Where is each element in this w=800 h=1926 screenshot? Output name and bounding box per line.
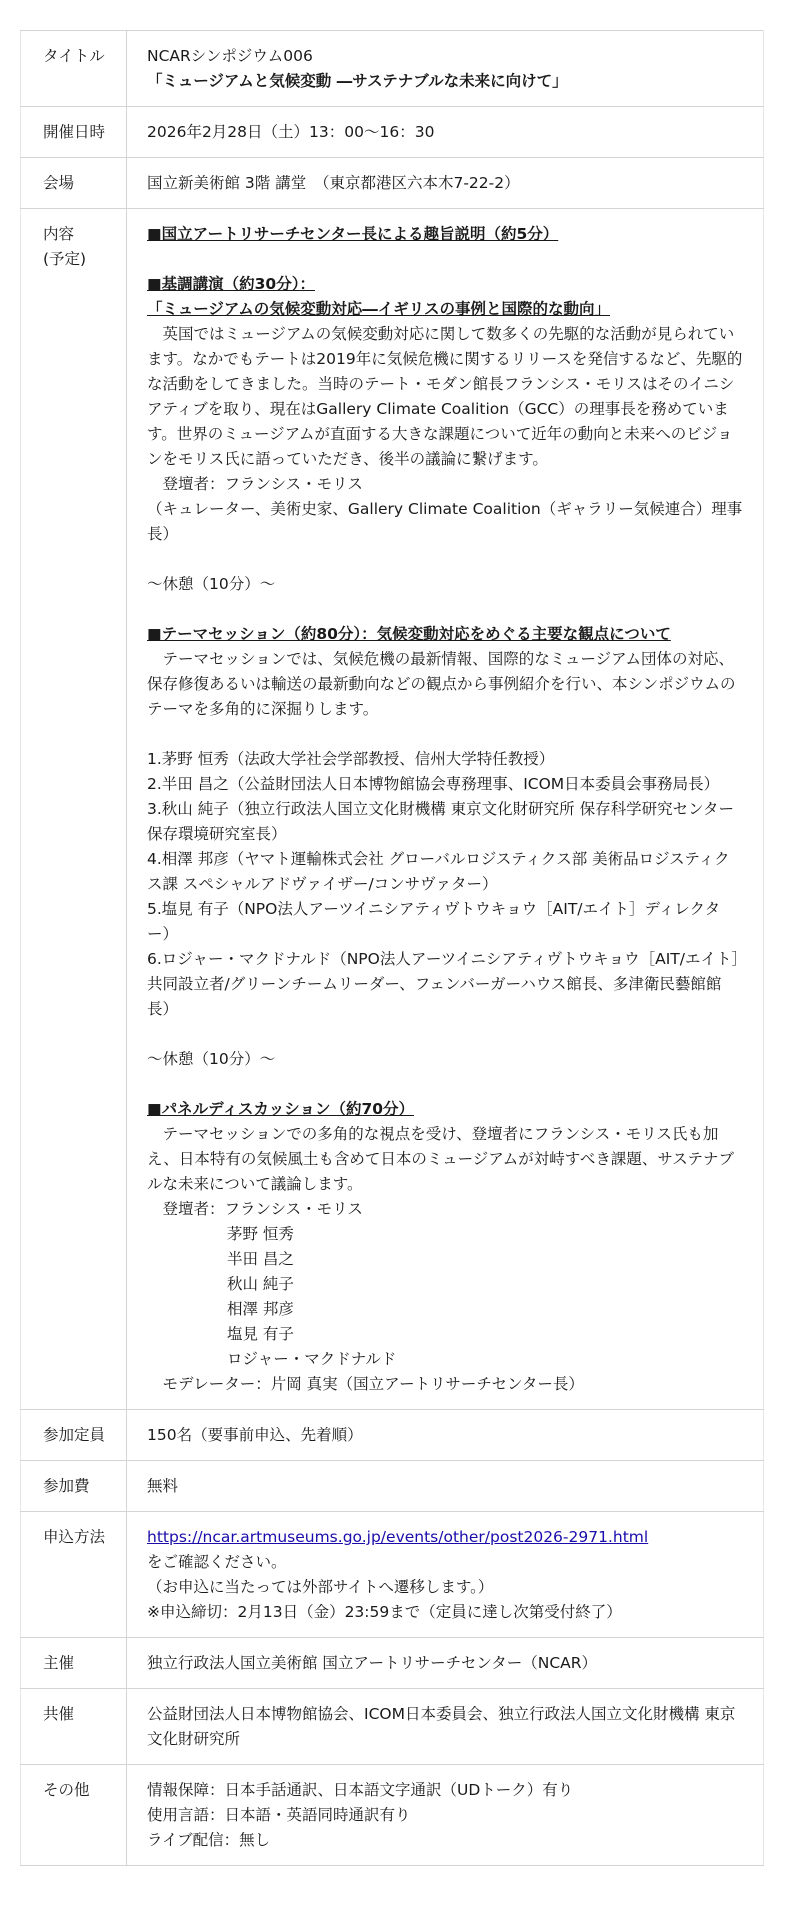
theme-heading: ■テーマセッション（約80分）：気候変動対応をめぐる主要な観点について — [147, 625, 671, 643]
speaker-item: 4.相澤 邦彦（ヤマト運輸株式会社 グローバルロジスティクス部 美術品ロジスティクス課 スペシャルアドヴァイザー/コンサヴァター） — [147, 850, 730, 893]
apply-line-2: をご確認ください。 — [147, 1553, 287, 1571]
row-capacity — [21, 1410, 764, 1461]
value-title — [127, 31, 764, 107]
apply-deadline: ※申込締切：2月13日（金）23:59まで（定員に達し次第受付終了） — [147, 1603, 622, 1621]
keynote-title: 「ミュージアムの気候変動対応―イギリスの事例と国際的な動向」 — [147, 300, 610, 318]
label-capacity: 参加定員 — [21, 1410, 127, 1461]
panel-speaker-first: 登壇者：フランシス・モリス — [162, 1200, 363, 1218]
value-organizer: 独立行政法人国立美術館 国立アートリサーチセンター（NCAR） — [127, 1638, 764, 1689]
theme-body: テーマセッションでは、気候危機の最新情報、国際的なミュージアム団体の対応、保存修復あるいは輸送の最新動向などの観点から事例紹介を行い、本シンポジウムのテーマを多角的に深掘りします。 — [147, 650, 736, 718]
panel-speaker: ロジャー・マクドナルド — [227, 1350, 397, 1368]
speaker-item: 1.茅野 恒秀（法政大学社会学部教授、信州大学特任教授） — [147, 750, 555, 768]
row-content — [21, 209, 764, 1410]
value-co-organizer: 公益財団法人日本博物館協会、ICOM日本委員会、独立行政法人国立文化財機構 東京文化財研究所 — [127, 1689, 764, 1765]
value-fee: 無料 — [127, 1461, 764, 1512]
panel-speaker: 茅野 恒秀 — [227, 1225, 294, 1243]
label-organizer: 主催 — [21, 1638, 127, 1689]
label-date: 開催日時 — [21, 107, 127, 158]
break-1: ～休憩（10分）～ — [147, 575, 276, 593]
row-date — [21, 107, 764, 158]
keynote-speaker-role: （キュレーター、美術史家、Gallery Climate Coalition（ギャラリー気候連合）理事長） — [147, 500, 743, 543]
speaker-item: 6.ロジャー・マクドナルド（NPO法人アーツイニシアティヴトウキョウ［AIT/エイト］共同設立者/グリーンチームリーダー、フェンバーガーハウス館長、多津衛民藝館館長） — [147, 950, 740, 1018]
intro-heading: ■国立アートリサーチセンター長による趣旨説明（約5分） — [147, 225, 559, 243]
panel-heading: ■パネルディスカッション（約70分） — [147, 1100, 415, 1118]
title-line-1: NCARシンポジウム006 — [147, 47, 313, 65]
label-title: タイトル — [21, 31, 127, 107]
label-venue: 会場 — [21, 158, 127, 209]
row-co-organizer — [21, 1689, 764, 1765]
break-2: ～休憩（10分）～ — [147, 1050, 276, 1068]
panel-speaker: 秋山 純子 — [227, 1275, 294, 1293]
label-co-organizer: 共催 — [21, 1689, 127, 1765]
row-organizer — [21, 1638, 764, 1689]
speaker-item: 3.秋山 純子（独立行政法人国立文化財機構 東京文化財研究所 保存科学研究センター保存環境研究室長） — [147, 800, 734, 843]
value-content — [127, 209, 764, 1410]
speaker-item: 2.半田 昌之（公益財団法人日本博物館協会専務理事、ICOM日本委員会事務局長） — [147, 775, 720, 793]
label-apply: 申込方法 — [21, 1512, 127, 1638]
title-line-2: 「ミュージアムと気候変動 ―サステナブルな未来に向けて」 — [147, 72, 568, 90]
row-apply — [21, 1512, 764, 1638]
value-other — [127, 1765, 764, 1866]
label-content: 内容 (予定) — [21, 209, 127, 1410]
keynote-speaker: 登壇者：フランシス・モリス — [162, 475, 363, 493]
panel-speaker: 塩見 有子 — [227, 1325, 294, 1343]
label-fee: 参加費 — [21, 1461, 127, 1512]
panel-speaker: 相澤 邦彦 — [227, 1300, 294, 1318]
value-apply — [127, 1512, 764, 1638]
value-venue: 国立新美術館 3階 講堂 （東京都港区六本木7-22-2） — [127, 158, 764, 209]
other-line-1: 情報保障：日本手話通訳、日本語文字通訳（UDトーク）有り — [147, 1781, 574, 1799]
panel-speaker: 半田 昌之 — [227, 1250, 294, 1268]
other-line-3: ライブ配信：無し — [147, 1831, 271, 1849]
speaker-item: 5.塩見 有子（NPO法人アーツイニシアティヴトウキョウ［AIT/エイト］ディレクター） — [147, 900, 721, 943]
row-other — [21, 1765, 764, 1866]
moderator: モデレーター：片岡 真実（国立アートリサーチセンター長） — [162, 1375, 584, 1393]
panel-body: テーマセッションでの多角的な視点を受け、登壇者にフランシス・モリス氏も加え、日本特有の気候風土も含めて日本のミュージアムが対峙すべき課題、サステナブルな未来について議論します。 — [147, 1125, 734, 1193]
row-title — [21, 31, 764, 107]
value-date: 2026年2月28日（土）13：00～16：30 — [127, 107, 764, 158]
label-other: その他 — [21, 1765, 127, 1866]
apply-line-3: （お申込に当たっては外部サイトへ遷移します。） — [147, 1578, 494, 1596]
event-info-container — [20, 30, 764, 1866]
row-venue — [21, 158, 764, 209]
keynote-heading: ■基調講演（約30分）： — [147, 275, 315, 293]
event-info-table — [20, 30, 764, 1866]
row-fee — [21, 1461, 764, 1512]
other-line-2: 使用言語：日本語・英語同時通訳有り — [147, 1806, 411, 1824]
apply-link[interactable]: https://ncar.artmuseums.go.jp/events/other/post2026-2971.html — [147, 1528, 649, 1546]
value-capacity: 150名（要事前申込、先着順） — [127, 1410, 764, 1461]
keynote-body: 英国ではミュージアムの気候変動対応に関して数多くの先駆的な活動が見られています。なかでもテートは2019年に気候危機に関するリリースを発信するなど、先駆的な活動をしてきました。当時のテート・モダン館長フランシス・モリスはそのイニシアティブを取り、現在はGallery Climate Coalition（GCC）の理事長を務めています。世界のミュージアムが直面する大きな課題について近年の動向と未来へのビジョンをモリス氏に語っていただき、後半の議論に繋げます。 — [147, 325, 743, 468]
